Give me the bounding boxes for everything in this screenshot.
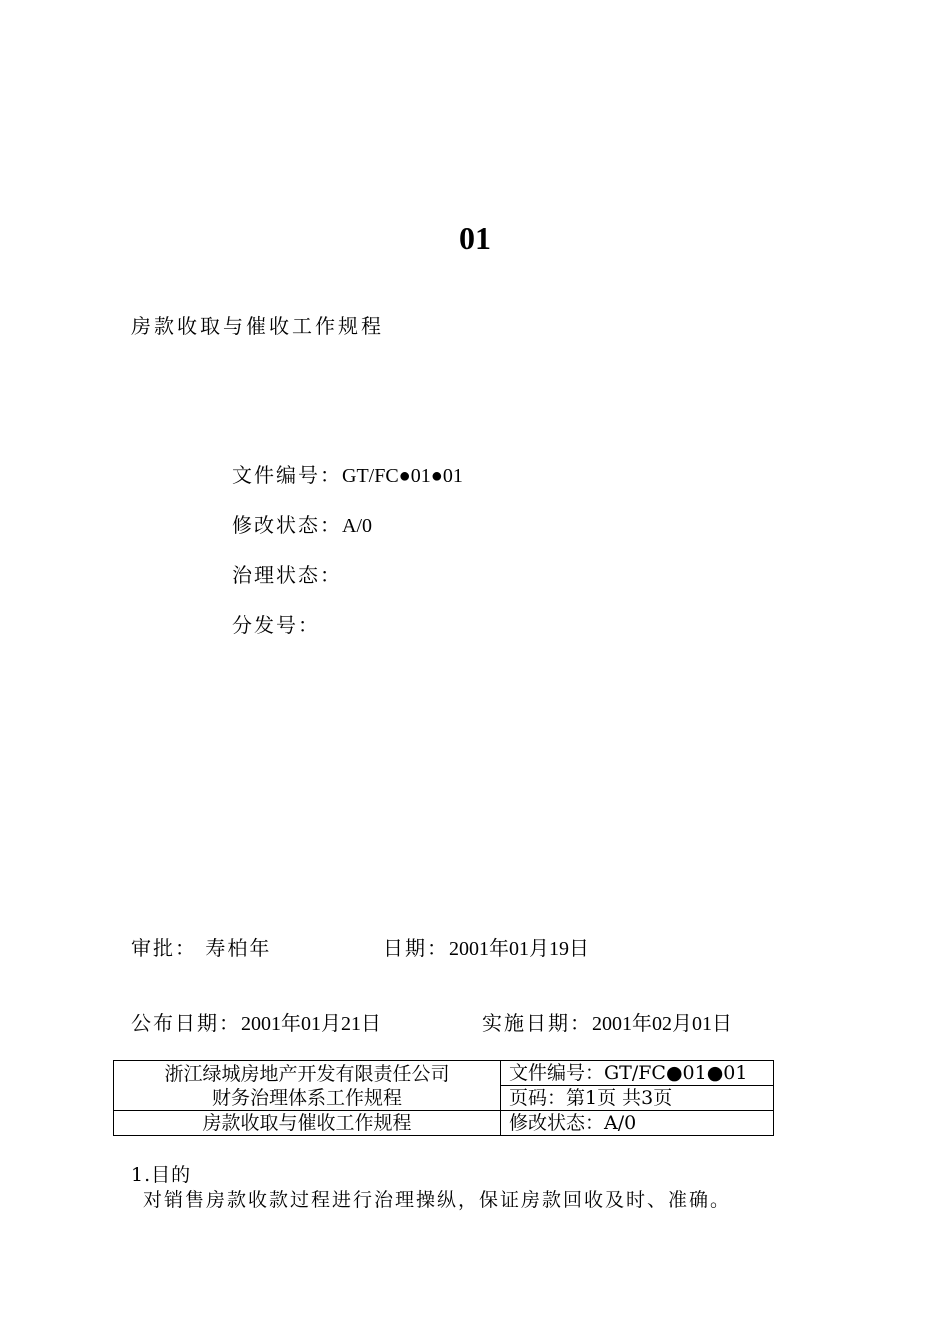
system-name: 财务治理体系工作规程 — [211, 1086, 402, 1109]
approver-row — [131, 934, 271, 962]
company-name: 浙江绿城房地产开发有限责任公司 — [164, 1062, 450, 1085]
header-doc-title: 房款收取与催收工作规程 — [114, 1111, 501, 1136]
header-file-number: 文件编号：GT/FC●01●01 — [501, 1061, 774, 1086]
approval-date-value: 2001年01月19日 — [449, 938, 589, 960]
distribution-row — [232, 611, 320, 640]
implement-date-value: 2001年02月01日 — [592, 1013, 732, 1035]
file-number-row — [232, 461, 463, 490]
implement-date-row — [482, 1009, 732, 1038]
publish-date-label: 公布日期： — [131, 1011, 241, 1035]
revision-row — [232, 511, 372, 540]
revision-value: A/0 — [342, 515, 372, 537]
file-number-value: GT/FC●01●01 — [342, 465, 463, 487]
distribution-label: 分发号： — [232, 613, 320, 637]
implement-date-label: 实施日期： — [482, 1011, 592, 1035]
company-system-cell — [114, 1061, 501, 1111]
approval-date-row — [383, 934, 589, 963]
approval-date-label: 日期： — [383, 936, 449, 960]
document-number: 01 — [459, 220, 491, 256]
file-number-label: 文件编号： — [232, 463, 342, 487]
section-heading: 1.目的 — [131, 1164, 192, 1186]
publish-date-value: 2001年01月21日 — [241, 1013, 381, 1035]
document-title: 房款收取与催收工作规程 — [131, 314, 384, 338]
revision-label: 修改状态： — [232, 513, 342, 537]
publish-date-row — [131, 1009, 381, 1038]
approver-label: 审批： — [131, 936, 197, 960]
document-header-table — [113, 1060, 774, 1136]
control-status-row — [232, 561, 342, 590]
header-page-number: 页码：第1页 共3页 — [501, 1086, 774, 1111]
header-revision: 修改状态：A/0 — [501, 1111, 774, 1136]
control-status-label: 治理状态： — [232, 563, 342, 587]
section-body: 对销售房款收款过程进行治理操纵，保证房款回收及时、准确。 — [143, 1189, 732, 1211]
approver-name: 寿柏年 — [205, 936, 272, 960]
